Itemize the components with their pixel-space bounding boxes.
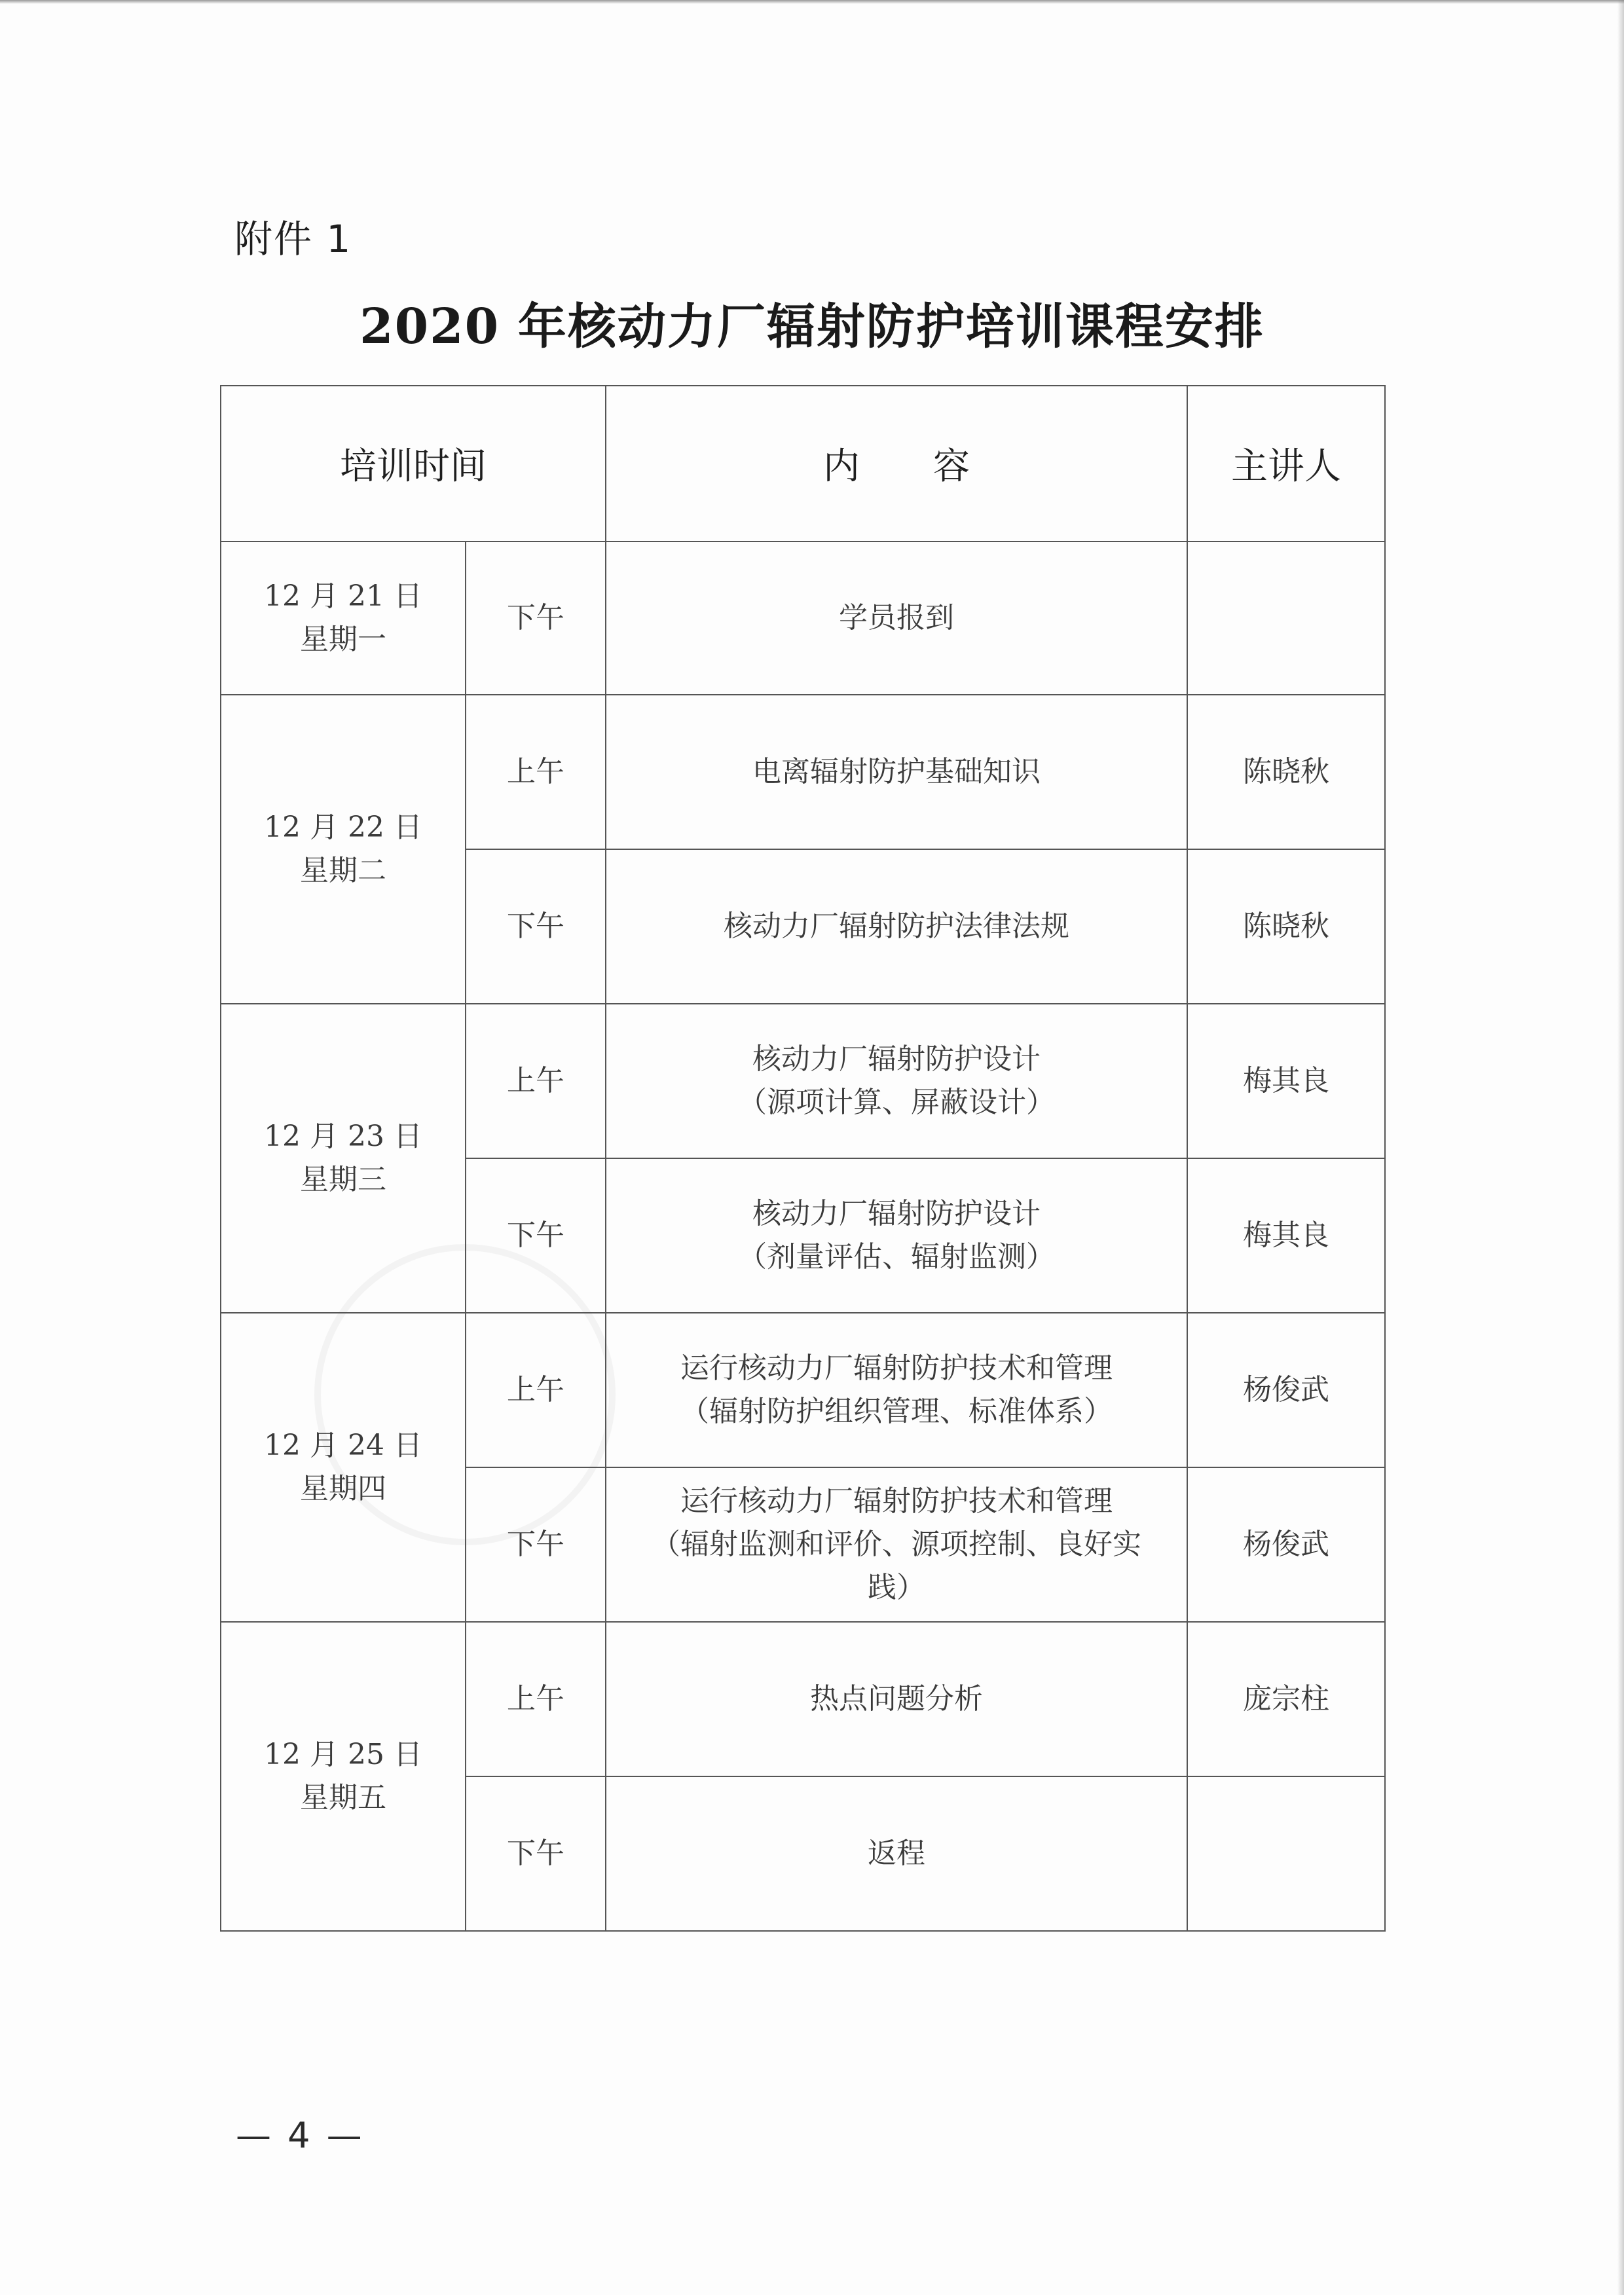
period-cell: 下午 [466, 849, 606, 1004]
content-line: 运行核动力厂辐射防护技术和管理 [680, 1484, 1113, 1518]
scan-edge [0, 0, 1624, 4]
content-line: 学员报到 [839, 601, 954, 634]
content-cell [606, 1776, 1187, 1931]
speaker-cell: 梅其良 [1187, 1158, 1385, 1313]
header-content: 内 容 [606, 386, 1187, 542]
date-cell [221, 1622, 466, 1931]
content-cell [606, 542, 1187, 695]
date: 12 月 21 日 [264, 579, 422, 613]
header-speaker: 主讲人 [1187, 386, 1385, 542]
schedule-table [220, 385, 1386, 1932]
speaker-cell: 杨俊武 [1187, 1467, 1385, 1622]
content-cell [606, 849, 1187, 1004]
date: 12 月 24 日 [264, 1429, 422, 1462]
table-row [221, 1313, 1385, 1467]
speaker-cell: 梅其良 [1187, 1004, 1385, 1158]
period-cell: 下午 [466, 1158, 606, 1313]
table-row [221, 542, 1385, 695]
period-cell: 上午 [466, 695, 606, 849]
weekday: 星期二 [300, 854, 386, 887]
content-cell [606, 1158, 1187, 1313]
content-line: （剂量评估、辐射监测） [738, 1240, 1055, 1274]
period-cell: 下午 [466, 1467, 606, 1622]
speaker-cell: 杨俊武 [1187, 1313, 1385, 1467]
content-line: 核动力厂辐射防护法律法规 [724, 909, 1069, 943]
content-cell [606, 1313, 1187, 1467]
attachment-label: 附件 1 [234, 217, 352, 261]
content-line: 核动力厂辐射防护设计 [752, 1197, 1041, 1230]
weekday: 星期五 [300, 1781, 386, 1814]
content-line: 热点问题分析 [810, 1682, 983, 1716]
content-cell [606, 1004, 1187, 1158]
date-cell [221, 542, 466, 695]
table-row [221, 1622, 1385, 1776]
speaker-cell: 陈晓秋 [1187, 695, 1385, 849]
content-line: 核动力厂辐射防护设计 [752, 1042, 1041, 1076]
page-number: — 4 — [236, 2115, 365, 2156]
date-cell [221, 1004, 466, 1313]
content-line: （源项计算、屏蔽设计） [738, 1086, 1055, 1119]
content-line: 运行核动力厂辐射防护技术和管理 [680, 1351, 1113, 1385]
page-title: 2020 年核动力厂辐射防护培训课程安排 [360, 299, 1264, 355]
speaker-cell: 庞宗柱 [1187, 1622, 1385, 1776]
table-row [221, 695, 1385, 849]
speaker-cell: 陈晓秋 [1187, 849, 1385, 1004]
speaker-cell [1187, 1776, 1385, 1931]
content-line: 践） [868, 1571, 925, 1604]
content-line: （辐射防护组织管理、标准体系） [680, 1395, 1113, 1428]
content-cell [606, 1467, 1187, 1622]
table-row [221, 1004, 1385, 1158]
content-line: 返程 [868, 1837, 925, 1870]
date: 12 月 22 日 [264, 811, 422, 844]
date-cell [221, 695, 466, 1004]
content-line: （辐射监测和评价、源项控制、良好实 [652, 1528, 1141, 1561]
period-cell: 上午 [466, 1313, 606, 1467]
date: 12 月 25 日 [264, 1738, 422, 1771]
weekday: 星期一 [300, 623, 386, 656]
period-cell: 下午 [466, 1776, 606, 1931]
period-cell: 下午 [466, 542, 606, 695]
content-cell [606, 1622, 1187, 1776]
weekday: 星期四 [300, 1472, 386, 1505]
date-cell [221, 1313, 466, 1622]
period-cell: 上午 [466, 1004, 606, 1158]
date: 12 月 23 日 [264, 1120, 422, 1153]
speaker-cell [1187, 542, 1385, 695]
header-training-time: 培训时间 [221, 386, 606, 542]
weekday: 星期三 [300, 1163, 386, 1196]
table-header-row [221, 386, 1385, 542]
period-cell: 上午 [466, 1622, 606, 1776]
content-line: 电离辐射防护基础知识 [752, 755, 1041, 788]
content-cell [606, 695, 1187, 849]
